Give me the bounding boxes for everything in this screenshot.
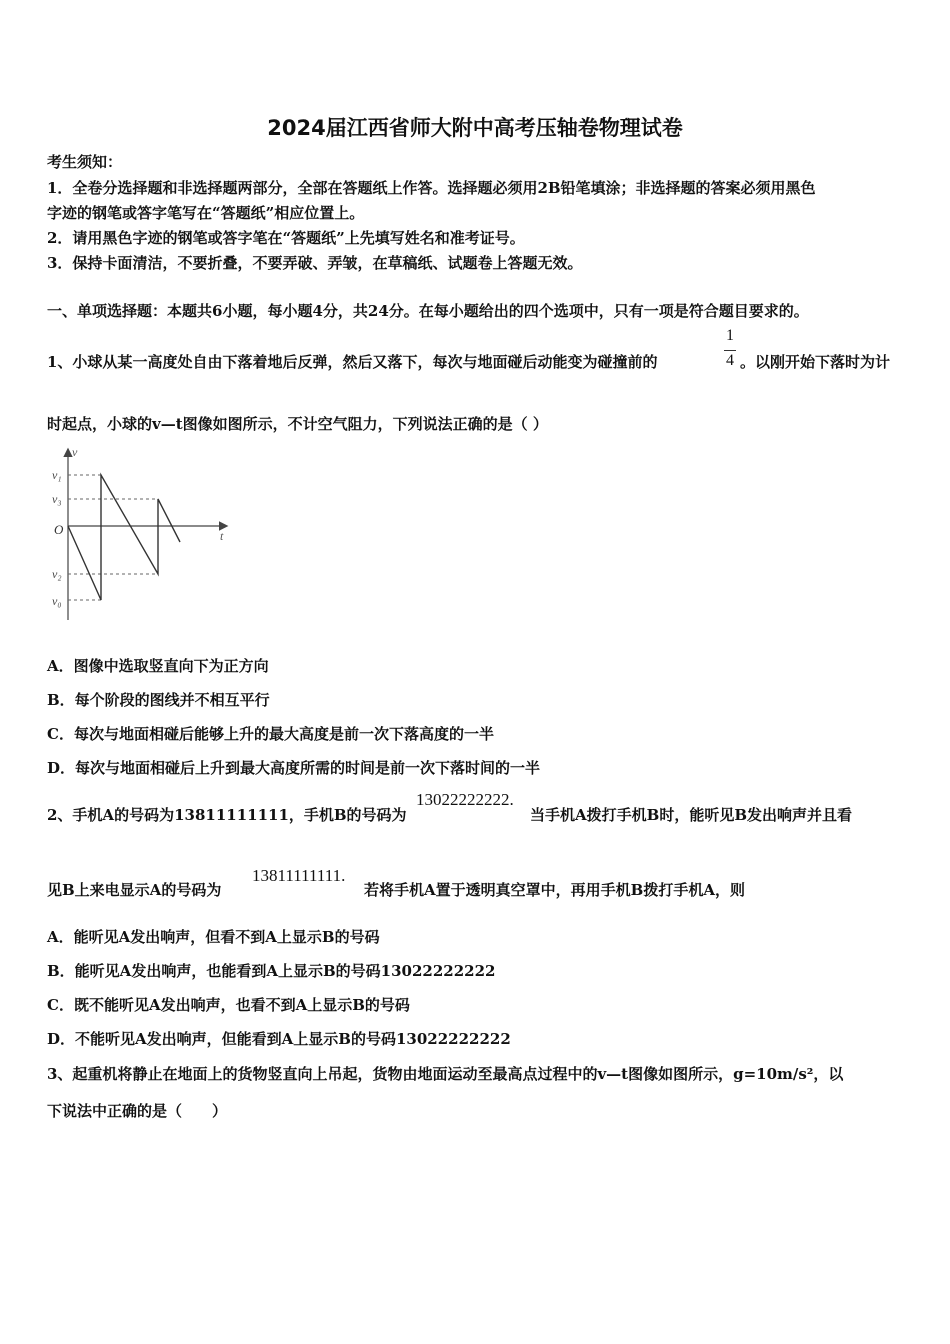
q2-option-a: A．能听见A发出响声，但看不到A上显示B的号码 [47,928,380,946]
q3-line2: 下说法中正确的是（ ） [47,1102,228,1120]
q1-fraction-denominator: 4 [726,352,734,369]
q2-number-b: 13022222222. [416,790,514,809]
label-v0: v₀ [52,594,62,608]
q1-line1-a: 1、小球从某一高度处自由下落着地后反弹，然后又落下，每次与地面碰后动能变为碰撞前的 [47,353,658,371]
q1-fraction-numerator: 1 [726,327,734,344]
q1-option-b: B．每个阶段的图线并不相互平行 [47,691,270,709]
q2-option-c: C．既不能听见A发出响声，也看不到A上显示B的号码 [47,996,410,1014]
label-v2: v₂ [52,567,62,581]
vt-curve [68,475,180,600]
q2-line2-b: 若将手机A置于透明真空罩中，再用手机B拨打手机A，则 [364,881,745,899]
q2-option-b: B．能听见A发出响声，也能看到A上显示B的号码13022222222 [47,962,496,980]
q1-line2: 时起点，小球的v—t图像如图所示，不计空气阻力，下列说法正确的是（ ） [47,415,548,433]
q2-line1-b: 当手机A拨打手机B时，能听见B发出响声并且看 [530,806,852,824]
origin-label: O [54,522,64,537]
q2-option-d: D．不能听见A发出响声，但能看到A上显示B的号码13022222222 [47,1030,511,1048]
q1-vt-graph [48,442,238,627]
label-v3: v₃ [52,492,62,506]
label-v1: v₁ [52,468,62,482]
notice-line-1: 1．全卷分选择题和非选择题两部分，全部在答题纸上作答。选择题必须用2B铅笔填涂；非选择题的答案必须用黑色 [47,179,816,197]
notice-heading: 考生须知： [47,153,123,171]
q1-fraction-bar [724,350,736,351]
notice-line-4: 3．保持卡面清洁，不要折叠，不要弄破、弄皱，在草稿纸、试题卷上答题无效。 [47,254,583,272]
notice-line-2: 字迹的钢笔或答字笔写在“答题纸”相应位置上。 [47,204,365,222]
q1-option-a: A．图像中选取竖直向下为正方向 [47,657,269,675]
q1-line1-b: 。以刚开始下落时为计 [740,353,891,371]
q2-line1-a: 2、手机A的号码为13811111111，手机B的号码为 [47,806,407,824]
q1-option-d: D．每次与地面相碰后上升到最大高度所需的时间是前一次下落时间的一半 [47,759,541,777]
t-axis-label: t [220,529,224,543]
q2-number-a: 13811111111. [252,866,346,885]
v-axis-label: v [72,445,78,459]
notice-line-3: 2．请用黑色字迹的钢笔或答字笔在“答题纸”上先填写姓名和准考证号。 [47,229,525,247]
q3-line1: 3、起重机将静止在地面上的货物竖直向上吊起，货物由地面运动至最高点过程中的v—t图像如图所示，g=10m/s²，以 [47,1065,844,1083]
section-heading: 一、单项选择题：本题共6小题，每小题4分，共24分。在每小题给出的四个选项中，只有一项是符合题目要求的。 [47,302,809,320]
page-title: 2024届江西省师大附中高考压轴卷物理试卷 [267,116,683,140]
q1-option-c: C．每次与地面相碰后能够上升的最大高度是前一次下落高度的一半 [47,725,494,743]
q2-line2-a: 见B上来电显示A的号码为 [47,881,222,899]
